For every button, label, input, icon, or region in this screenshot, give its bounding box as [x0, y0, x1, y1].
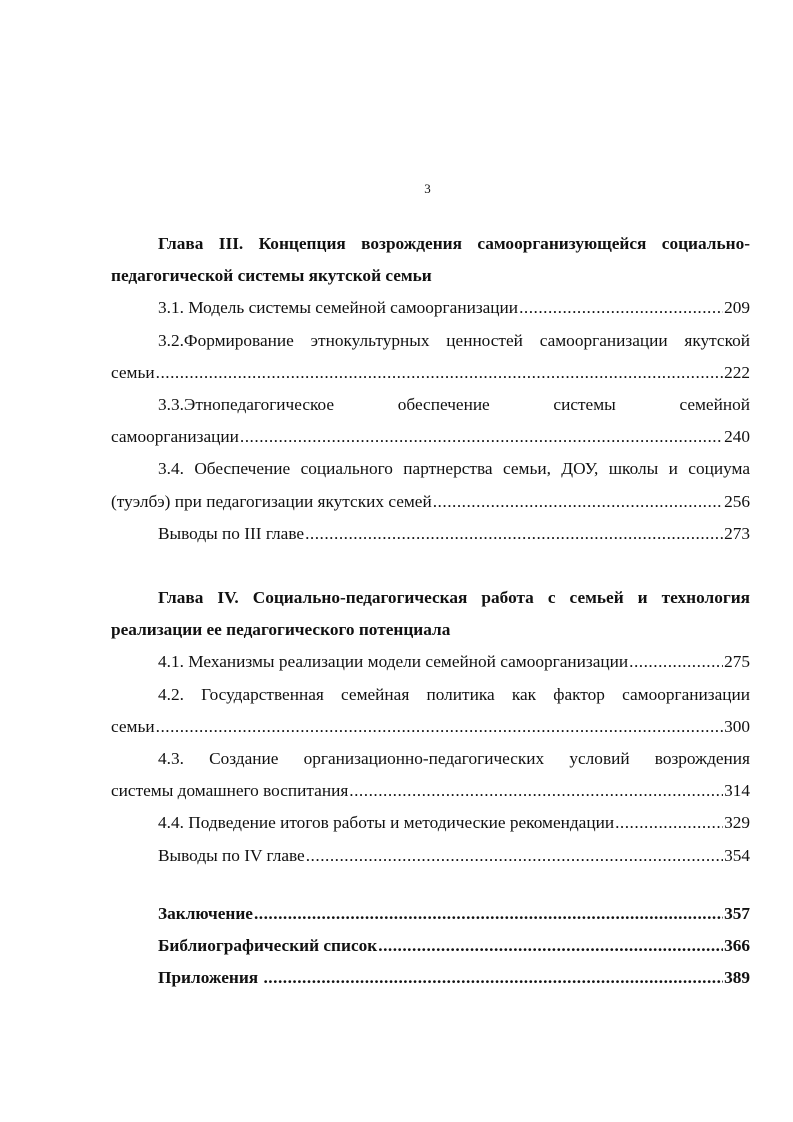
spacer [111, 550, 750, 582]
toc-entry-appendices [111, 962, 750, 994]
dot-leader [629, 646, 723, 678]
toc-entry-3-2 [111, 357, 750, 389]
toc-entry-title: Приложения [158, 968, 263, 988]
toc-entry-page: 354 [724, 845, 750, 865]
toc-entry-title: системы домашнего воспитания [111, 781, 349, 801]
toc-entry-4-1 [111, 646, 750, 678]
toc-entry-4-3 [111, 775, 750, 807]
toc-entry-4-2 [111, 711, 750, 743]
dot-leader [615, 807, 723, 839]
page-number: 3 [424, 181, 431, 196]
toc-entry-page: 389 [724, 968, 750, 988]
dot-leader [378, 930, 723, 962]
toc-entry-title: (туэлбэ) при педагогизации якутских семей [111, 491, 432, 511]
dot-leader [254, 898, 723, 930]
toc-entry-4-conclusions [111, 840, 750, 872]
toc-entry-page: 300 [724, 716, 750, 736]
toc-entry-page: 366 [724, 936, 750, 956]
toc-entry-title: 4.1. Механизмы реализации модели семейной самоорганизации [158, 652, 629, 672]
chapter-3-heading: Глава III. Концепция возрождения самоорганизующейся социально-педагогической системы якутской семьи [111, 234, 750, 286]
toc-entry-4-4 [111, 807, 750, 839]
toc-entry-page: 329 [724, 813, 750, 833]
chapter-4-heading: Глава IV. Социально-педагогическая работа с семьей и технология реализации ее педагогического потенциала [111, 588, 750, 640]
toc-entry-title: семьи [111, 716, 155, 736]
toc-entry-3-3-line1: 3.3.Этнопедагогическое обеспечение системы семейной [158, 395, 750, 415]
toc-entry-title: Выводы по IV главе [158, 845, 305, 865]
table-of-contents [111, 228, 750, 994]
dot-leader [306, 840, 723, 872]
toc-entry-title: Заключение [158, 903, 253, 923]
toc-entry-4-3-line1: 4.3. Создание организационно-педагогических условий возрождения [158, 749, 750, 769]
dot-leader [519, 292, 723, 324]
toc-entry-3-1 [111, 292, 750, 324]
toc-entry-title: семьи [111, 362, 155, 382]
toc-entry-3-4-line1: 3.4. Обеспечение социального партнерства семьи, ДОУ, школы и социума [158, 459, 750, 479]
toc-entry-page: 240 [724, 427, 750, 447]
toc-entry-3-4 [111, 486, 750, 518]
toc-entry-page: 314 [724, 781, 750, 801]
toc-entry-title: Выводы по III главе [158, 523, 305, 543]
toc-entry-3-2-line1: 3.2.Формирование этнокультурных ценностей самоорганизации якутской [158, 330, 750, 350]
toc-entry-page: 256 [724, 491, 750, 511]
toc-entry-title: самоорганизации [111, 427, 239, 447]
dot-leader [305, 518, 723, 550]
dot-leader [433, 486, 723, 518]
dot-leader [263, 962, 723, 994]
toc-entry-3-conclusions [111, 518, 750, 550]
toc-entry-title: 4.4. Подведение итогов работы и методические рекомендации [158, 813, 615, 833]
toc-entry-page: 209 [724, 298, 750, 318]
dot-leader [156, 357, 723, 389]
dot-leader [240, 421, 723, 453]
toc-entry-page: 222 [724, 362, 750, 382]
toc-entry-page: 357 [724, 903, 750, 923]
toc-entry-bibliography [111, 930, 750, 962]
toc-entry-conclusion [111, 898, 750, 930]
dot-leader [156, 711, 723, 743]
toc-entry-title: 3.1. Модель системы семейной самоорганизации [158, 298, 519, 318]
toc-entry-page: 275 [724, 652, 750, 672]
dot-leader [349, 775, 723, 807]
toc-entry-page: 273 [724, 523, 750, 543]
spacer [111, 872, 750, 898]
toc-entry-3-3 [111, 421, 750, 453]
toc-entry-4-2-line1: 4.2. Государственная семейная политика как фактор самоорганизации [158, 684, 750, 704]
toc-entry-title: Библиографический список [158, 936, 378, 956]
